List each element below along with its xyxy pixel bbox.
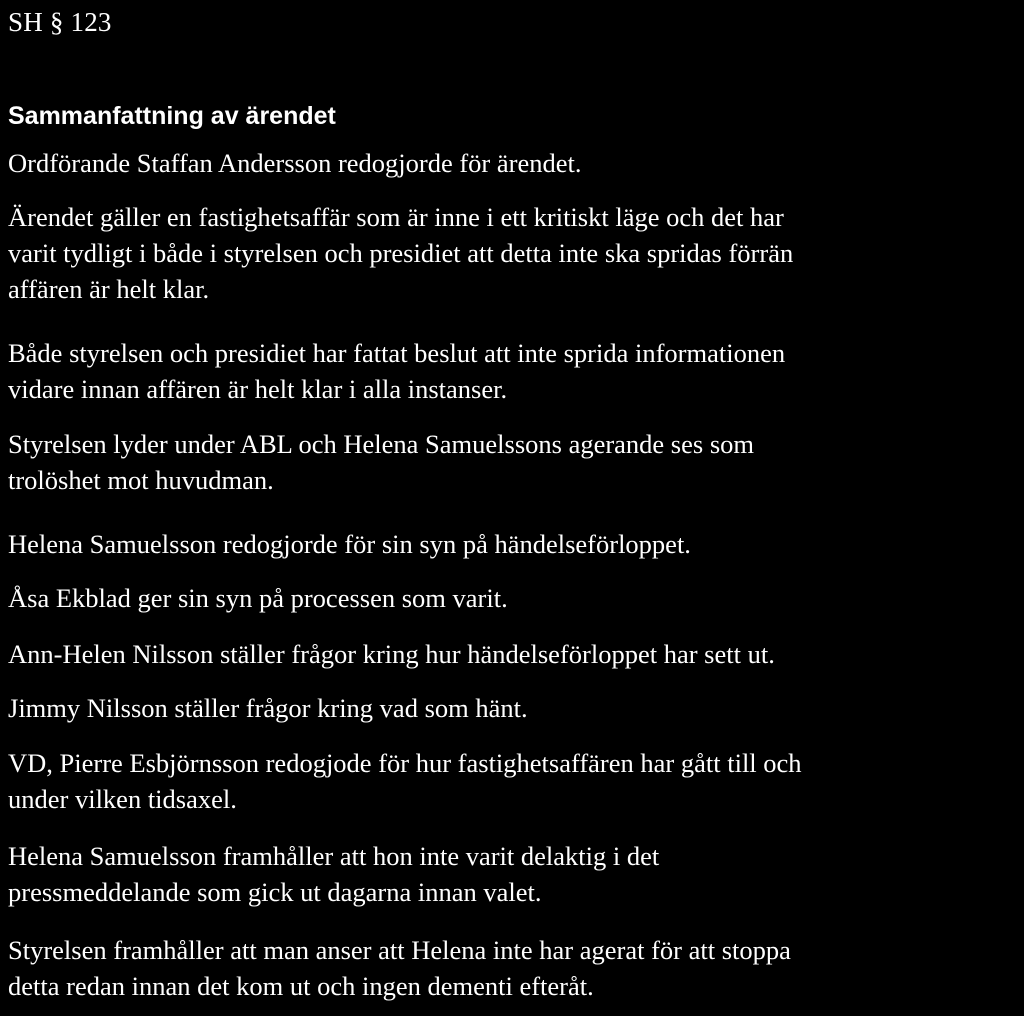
paragraph	[8, 932, 1020, 1004]
paragraph	[8, 526, 1020, 562]
paragraph-line: Både styrelsen och presidiet har fattat beslut att inte sprida informationen	[8, 338, 786, 368]
paragraph-line: Ann-Helen Nilsson ställer frågor kring hur händelseförloppet har sett ut.	[8, 639, 775, 669]
paragraph	[8, 636, 1020, 672]
paragraph	[8, 690, 1020, 726]
paragraph-line: under vilken tidsaxel.	[8, 784, 237, 814]
paragraph-line: Åsa Ekblad ger sin syn på processen som varit.	[8, 583, 508, 613]
paragraph-line: Styrelsen framhåller att man anser att Helena inte har agerat för att stoppa	[8, 935, 791, 965]
paragraph	[8, 426, 1020, 498]
paragraph-line: varit tydligt i både i styrelsen och presidiet att detta inte ska spridas förrän	[8, 238, 794, 268]
paragraph	[8, 145, 1020, 181]
paragraph-line: Ordförande Staffan Andersson redogjorde för ärendet.	[8, 148, 582, 178]
paragraph-line: affären är helt klar.	[8, 274, 210, 304]
paragraph-line: pressmeddelande som gick ut dagarna innan valet.	[8, 877, 542, 907]
paragraph	[8, 838, 1020, 910]
paragraph	[8, 335, 1020, 407]
paragraph-line: Styrelsen lyder under ABL och Helena Samuelssons agerande ses som	[8, 429, 754, 459]
section-heading: Sammanfattning av ärendet	[8, 102, 336, 130]
paragraph-line: Ärendet gäller en fastighetsaffär som är inne i ett kritiskt läge och det har	[8, 202, 784, 232]
paragraph-line: VD, Pierre Esbjörnsson redogjode för hur fastighetsaffären har gått till och	[8, 748, 802, 778]
document-page	[8, 0, 1020, 1016]
paragraph	[8, 580, 1020, 616]
paragraph-line: Helena Samuelsson redogjorde för sin syn på händelseförloppet.	[8, 529, 691, 559]
paragraph-line: trolöshet mot huvudman.	[8, 465, 274, 495]
paragraph-line: Jimmy Nilsson ställer frågor kring vad som hänt.	[8, 693, 528, 723]
paragraph-line: vidare innan affären är helt klar i alla instanser.	[8, 374, 508, 404]
paragraph	[8, 745, 1020, 817]
section-reference: SH § 123	[8, 7, 112, 37]
paragraph	[8, 199, 1020, 307]
paragraph-line: Helena Samuelsson framhåller att hon inte varit delaktig i det	[8, 841, 660, 871]
paragraph-line: detta redan innan det kom ut och ingen dementi efteråt.	[8, 971, 594, 1001]
